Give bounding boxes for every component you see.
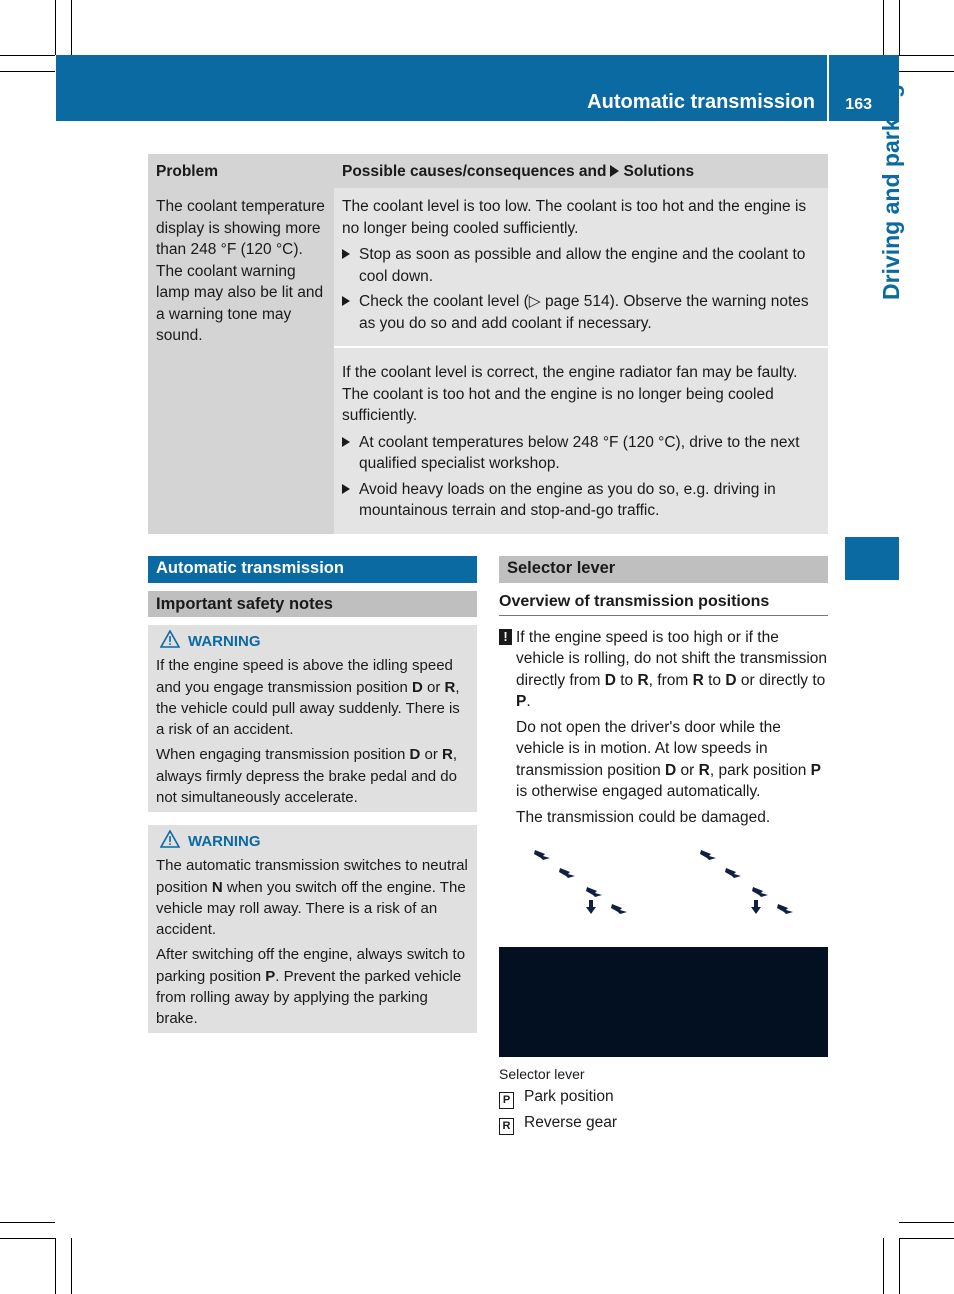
table-row — [148, 188, 828, 347]
text: or — [420, 746, 443, 764]
crop-mark — [883, 0, 884, 55]
table-header-problem: Problem — [148, 154, 334, 188]
crop-mark — [899, 0, 900, 55]
selector-lever-image — [499, 947, 828, 1057]
text: , from — [648, 671, 693, 689]
table-header-solutions — [334, 154, 828, 188]
text: , always firmly depress the brake pedal and do not simultaneously accelerate. — [156, 746, 458, 807]
legend-text: Reverse gear — [524, 1114, 618, 1131]
text: If the engine speed is above the idling speed and you engage transmission position — [156, 657, 453, 696]
key-symbol: P — [499, 1092, 514, 1109]
key-symbol: R — [499, 1118, 514, 1135]
text-bold: D — [725, 671, 737, 689]
text: If the engine speed is too high or if the vehicle is rolling, do not shift the transmission directly from — [516, 629, 828, 689]
text: Do not open the driver's door while the vehicle is in motion. At low speeds in transmission position — [516, 719, 781, 779]
header-divider — [827, 55, 829, 121]
note-block — [499, 627, 829, 834]
text: The automatic transmission switches to neutral position — [156, 857, 468, 896]
text-bold: P — [265, 967, 276, 985]
crop-mark — [55, 0, 56, 55]
crop-mark — [71, 1238, 72, 1294]
text: After switching off the engine, always switch to parking position — [156, 946, 466, 985]
cause-text: If the coolant level is correct, the engine radiator fan may be faulty. The coolant is too hot and the engine is no longer being cooled sufficiently. — [342, 364, 798, 424]
arrow-right-icon — [342, 484, 350, 494]
solution-cell — [334, 188, 828, 347]
problem-cell: The coolant temperature display is showing more than 248 °F (120 °C). The coolant warning lamp may also be lit and a warning tone may sound. — [148, 188, 334, 534]
subsection-heading: Overview of transmission positions — [499, 593, 828, 616]
text-bold: D — [604, 671, 616, 689]
crop-mark — [883, 1238, 884, 1294]
crop-mark — [0, 71, 55, 72]
text: or — [422, 678, 445, 696]
list-item-text: Check the coolant level (▷ page 514). Observe the warning notes as you do so and add coolant if necessary. — [359, 293, 809, 332]
text-bold: D — [412, 678, 423, 696]
arrow-right-icon — [342, 296, 350, 306]
warning-label: WARNING — [188, 633, 261, 650]
text: or directly to — [736, 671, 826, 689]
warning-text — [156, 744, 469, 808]
text: When engaging transmission position — [156, 746, 410, 764]
crop-mark — [0, 1238, 55, 1239]
list-item-text: At coolant temperatures below 248 °F (120 °C), drive to the next qualified specialist workshop. — [359, 433, 800, 472]
text-bold: R — [692, 671, 704, 689]
warning-heading — [188, 631, 469, 652]
warning-triangle-icon — [160, 630, 180, 648]
warning-text — [156, 944, 469, 1029]
legend-item — [499, 1088, 614, 1109]
crop-mark — [0, 55, 55, 56]
section-heading: Automatic transmission — [148, 556, 477, 583]
list-item — [342, 432, 820, 475]
crop-mark — [899, 1238, 900, 1294]
text: . Prevent the parked vehicle from rolling away by applying the parking brake. — [156, 967, 462, 1028]
subsection-heading: Important safety notes — [148, 591, 477, 617]
warning-triangle-icon — [160, 830, 180, 848]
text: , the vehicle could pull away suddenly. There is a risk of an accident. — [156, 678, 460, 739]
arrow-group-right — [700, 850, 793, 914]
list-item-text: Stop as soon as possible and allow the engine and the coolant to cool down. — [359, 246, 806, 285]
crop-mark — [899, 71, 954, 72]
crop-mark — [0, 1222, 55, 1223]
text-bold: R — [442, 746, 453, 764]
arrow-right-icon — [342, 249, 350, 259]
text: is otherwise engaged automatically. — [516, 783, 761, 801]
warning-text — [156, 655, 469, 740]
cause-text: The coolant level is too low. The coolant is too hot and the engine is no longer being cooled sufficiently. — [342, 198, 807, 237]
crop-mark — [55, 1238, 56, 1294]
list-item-text: Avoid heavy loads on the engine as you do so, e.g. driving in mountainous terrain and stop-and-go traffic. — [359, 480, 776, 519]
crop-mark — [71, 0, 72, 55]
warning-box — [148, 825, 477, 1033]
solution-cell — [334, 347, 828, 534]
page-header — [56, 55, 899, 121]
text-bold: D — [409, 746, 421, 764]
page-number: 163 — [845, 96, 872, 113]
selector-lever-arrows-illustration — [499, 840, 828, 930]
exclamation-icon: ! — [499, 629, 512, 645]
text: or — [676, 761, 699, 779]
figure-caption: Selector lever — [499, 1066, 585, 1082]
page-title: Automatic transmission — [587, 91, 815, 113]
text-bold: P — [516, 692, 527, 710]
note-text — [516, 717, 829, 802]
text: when you switch off the engine. The vehicle may roll away. There is a risk of an accident. — [156, 878, 466, 939]
list-item — [342, 291, 820, 334]
text-bold: N — [211, 878, 223, 896]
arrow-right-icon — [342, 437, 350, 447]
warning-label: WARNING — [188, 833, 261, 850]
arrow-right-icon — [610, 165, 619, 177]
list-item — [342, 479, 820, 522]
text-bold: D — [665, 761, 677, 779]
text-bold: R — [637, 671, 649, 689]
header-text: Possible causes/consequences and — [342, 163, 607, 181]
text-bold: R — [698, 761, 710, 779]
crop-mark — [899, 1222, 954, 1223]
text: , park position — [709, 761, 811, 779]
chapter-tab-marker — [845, 537, 899, 580]
note-text: The transmission could be damaged. — [516, 809, 771, 827]
text: to — [703, 671, 726, 689]
table-header-row — [148, 154, 828, 188]
warning-text — [156, 855, 469, 940]
text-bold: P — [810, 761, 822, 779]
legend-item — [499, 1114, 617, 1135]
legend-text: Park position — [524, 1088, 614, 1105]
arrow-group-left — [534, 850, 627, 914]
section-heading: Selector lever — [499, 556, 828, 583]
text-bold: R — [444, 678, 456, 696]
note-text — [516, 627, 829, 712]
crop-mark — [899, 55, 954, 56]
text: . — [526, 692, 531, 710]
warning-heading — [188, 831, 469, 852]
crop-mark — [899, 1238, 954, 1239]
problem-table — [148, 154, 828, 534]
chapter-tab-label: Driving and parking — [878, 84, 904, 300]
list-item — [342, 244, 820, 287]
header-text: Solutions — [623, 163, 695, 181]
warning-box — [148, 625, 477, 812]
text: to — [615, 671, 638, 689]
